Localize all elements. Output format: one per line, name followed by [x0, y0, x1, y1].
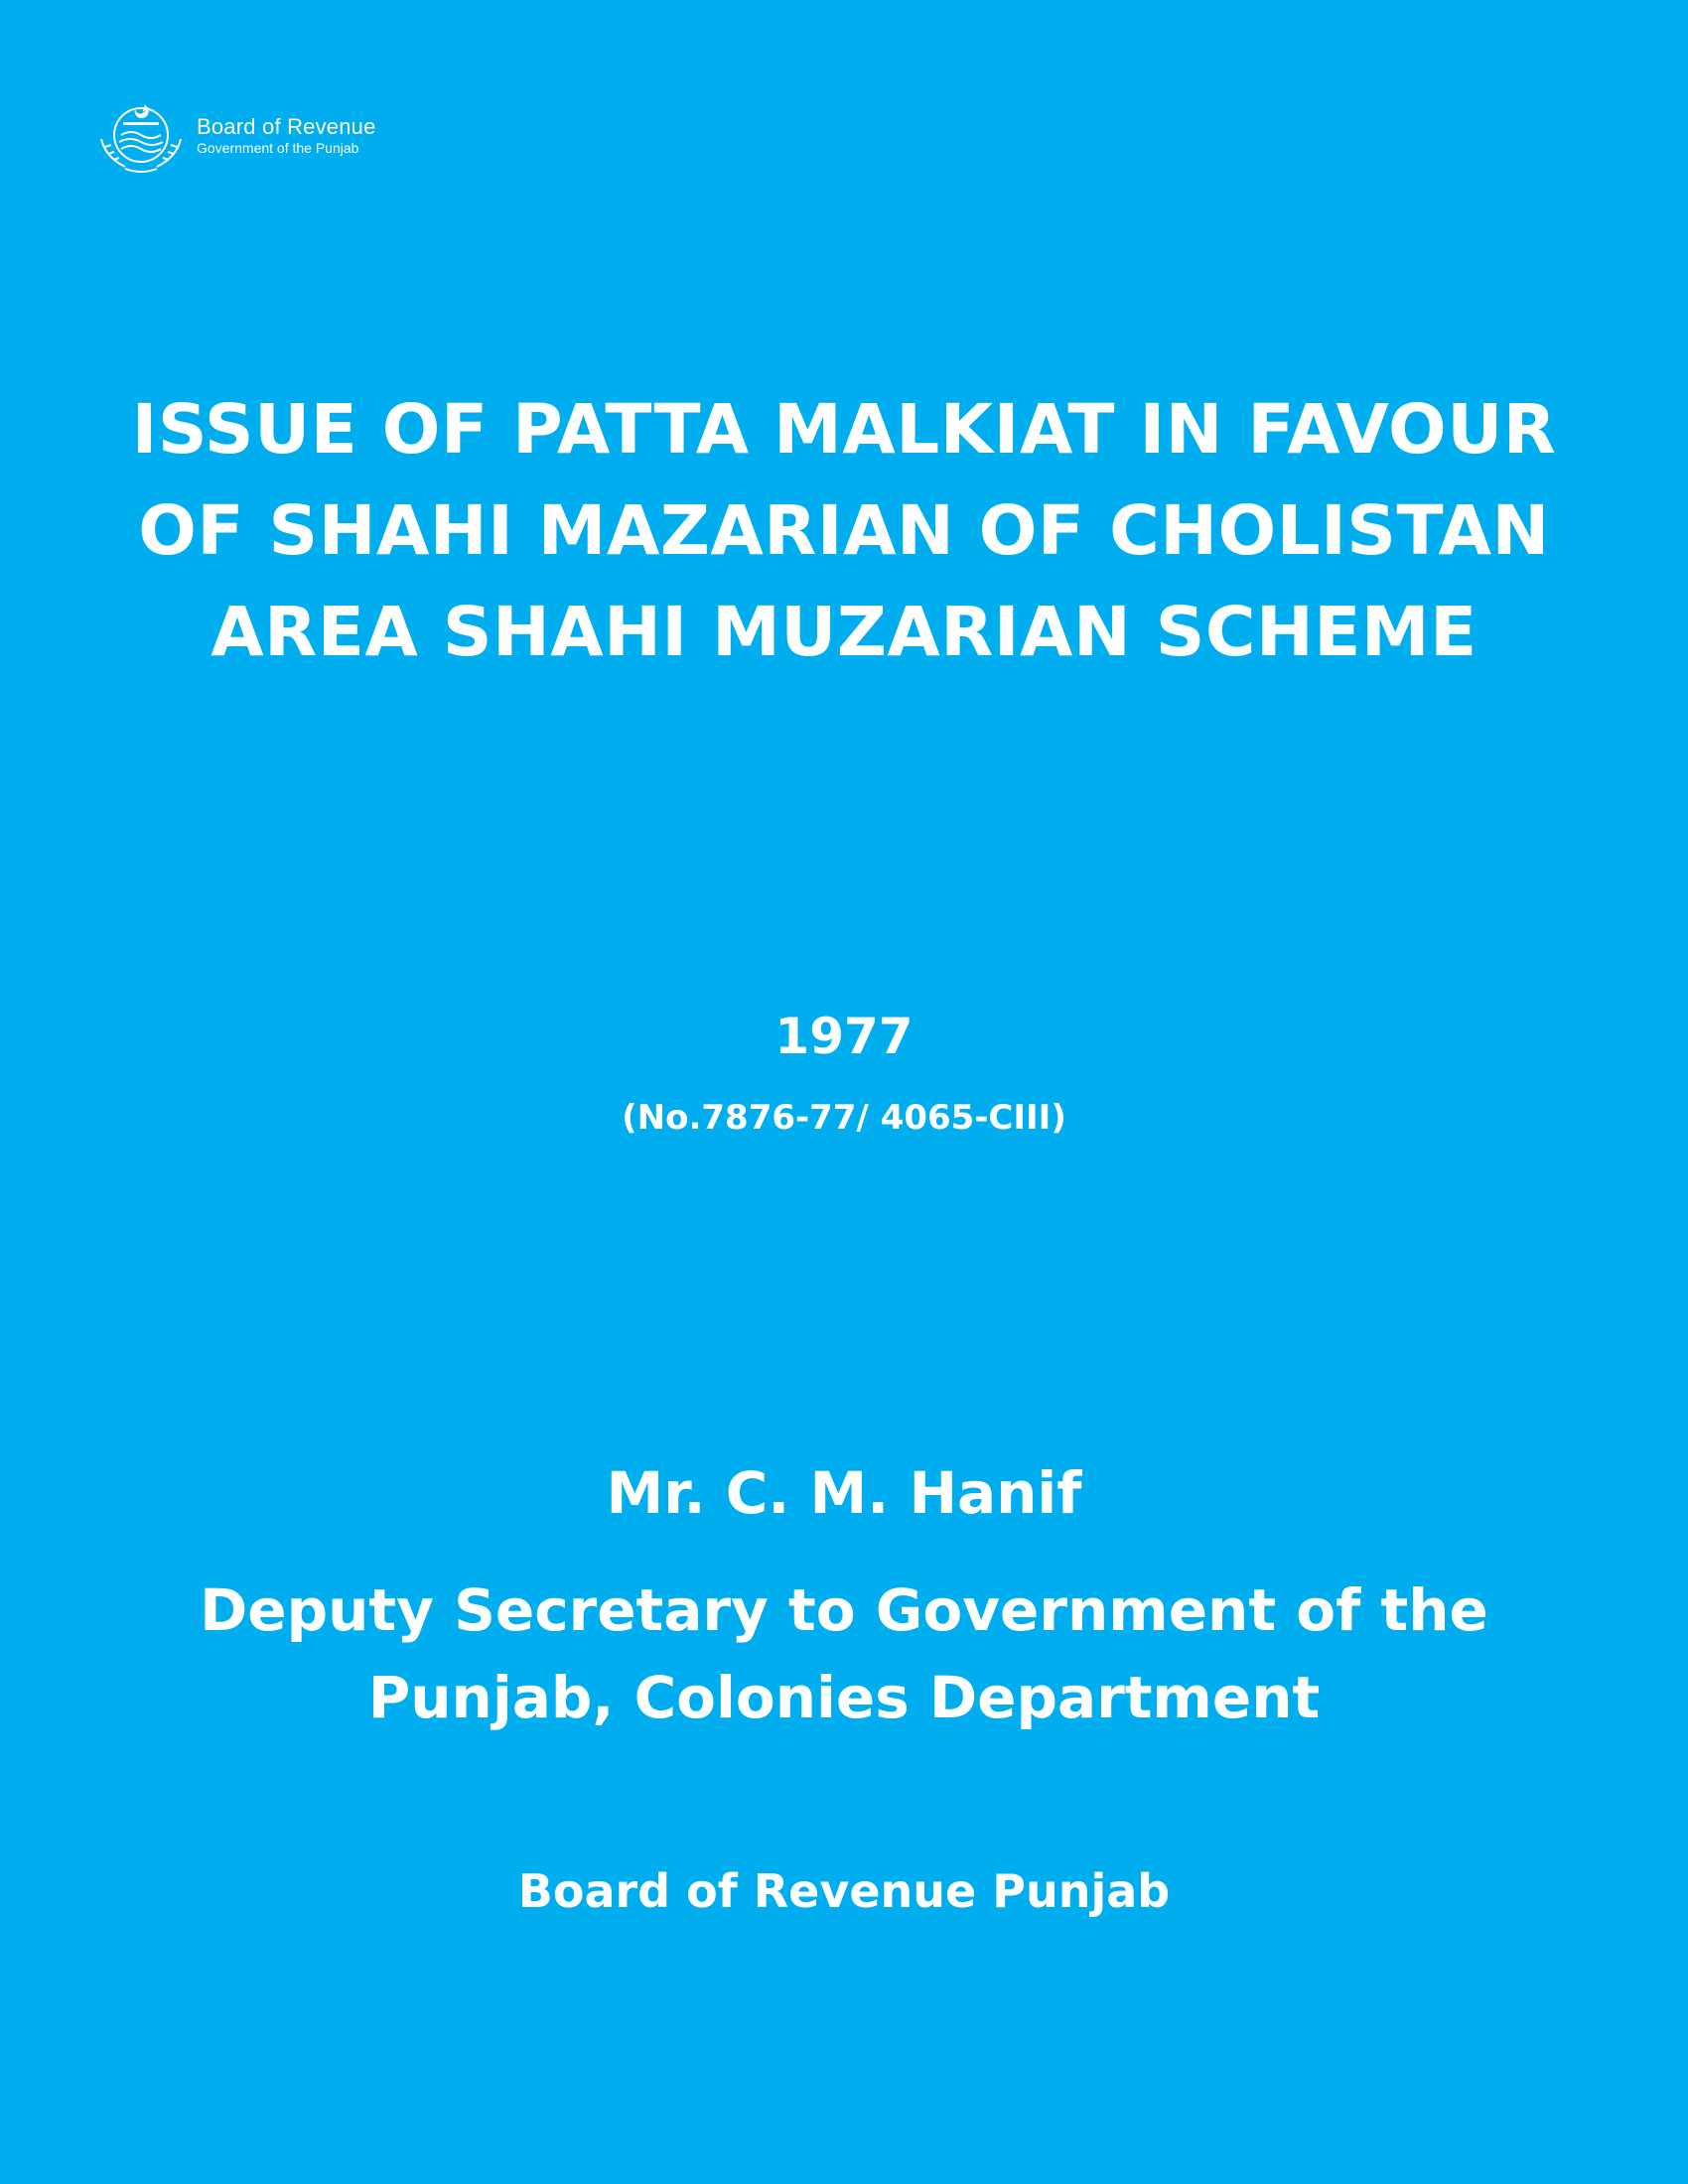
logo-subtitle: Government of the Punjab: [197, 140, 359, 157]
document-year: 1977: [774, 1008, 914, 1065]
notification-number: (No.7876-77/ 4065-CIII): [622, 1098, 1066, 1138]
author-name: Mr. C. M. Hanif: [606, 1459, 1082, 1527]
logo-text: [197, 115, 376, 157]
publisher: Board of Revenue Punjab: [517, 1864, 1171, 1918]
logo-title: Board of Revenue: [197, 114, 376, 140]
author-designation: Deputy Secretary to Government of the Punjab, Colonies Department: [200, 1576, 1488, 1731]
document-title: ISSUE OF PATTA MALKIAT IN FAVOUR OF SHAHI MAZARIAN OF CHOLISTAN AREA SHAHI MUZARIAN SCHEME: [131, 390, 1557, 672]
punjab-emblem-icon: [95, 95, 187, 177]
header-logo: [95, 95, 376, 177]
